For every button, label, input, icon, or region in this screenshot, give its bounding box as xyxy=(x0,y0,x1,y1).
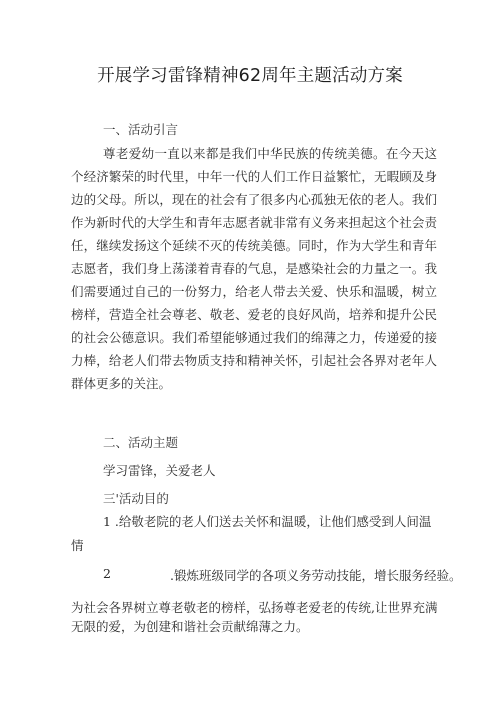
purpose-item-2-text: .锻炼班级同学的各项义务劳动技能，增长服务经验。 xyxy=(170,568,462,583)
document-title: 开展学习雷锋精神62周年主题活动方案 xyxy=(97,66,403,86)
introduction-paragraph: 尊老爱幼一直以来都是我们中华民族的传统美德。在今天这个经济繁荣的时代里，中年一代的人们工作日益繁忙，无暇顾及身边的父母。所以，现在的社会有了很多内心孤独无依的老人。我们作为新时代的大学生和青年志愿者就非常有义务来担起这个社会责任，继续发扬这个延续不灭的传统美德。同时，作为大学生和青年志愿者，我们身上荡漾着青春的气息，是感染社会的力量之一。我们需要通过自己的一份努力，给老人带去关爱、快乐和温暖，树立榜样，营造全社会尊老、敬老、爱老的良好风尚，培养和提升公民的社会公德意识。我们希望能够通过我们的绵薄之力，传递爱的接力棒，给老人们带去物质支持和精神关怀，引起社会各界对老年人群体更多的关注。 xyxy=(71,146,437,391)
section-heading-purpose: 三'活动目的 xyxy=(103,491,169,506)
theme-text: 学习雷锋，关爱老人 xyxy=(103,463,216,478)
purpose-item-1: 1 .给敬老院的老人们送去关怀和温暖，让他们感受到人间温情 xyxy=(71,514,432,553)
purpose-closing-paragraph: 为社会各界树立尊老敬老的榜样，弘扬尊老爱老的传统,让世界充满无限的爱，为创建和谐社会贡献绵薄之力。 xyxy=(71,600,438,634)
section-heading-introduction: 一、活动引言 xyxy=(103,122,179,137)
purpose-item-2-number: 2 xyxy=(103,566,111,581)
section-heading-theme: 二、活动主题 xyxy=(103,435,179,450)
